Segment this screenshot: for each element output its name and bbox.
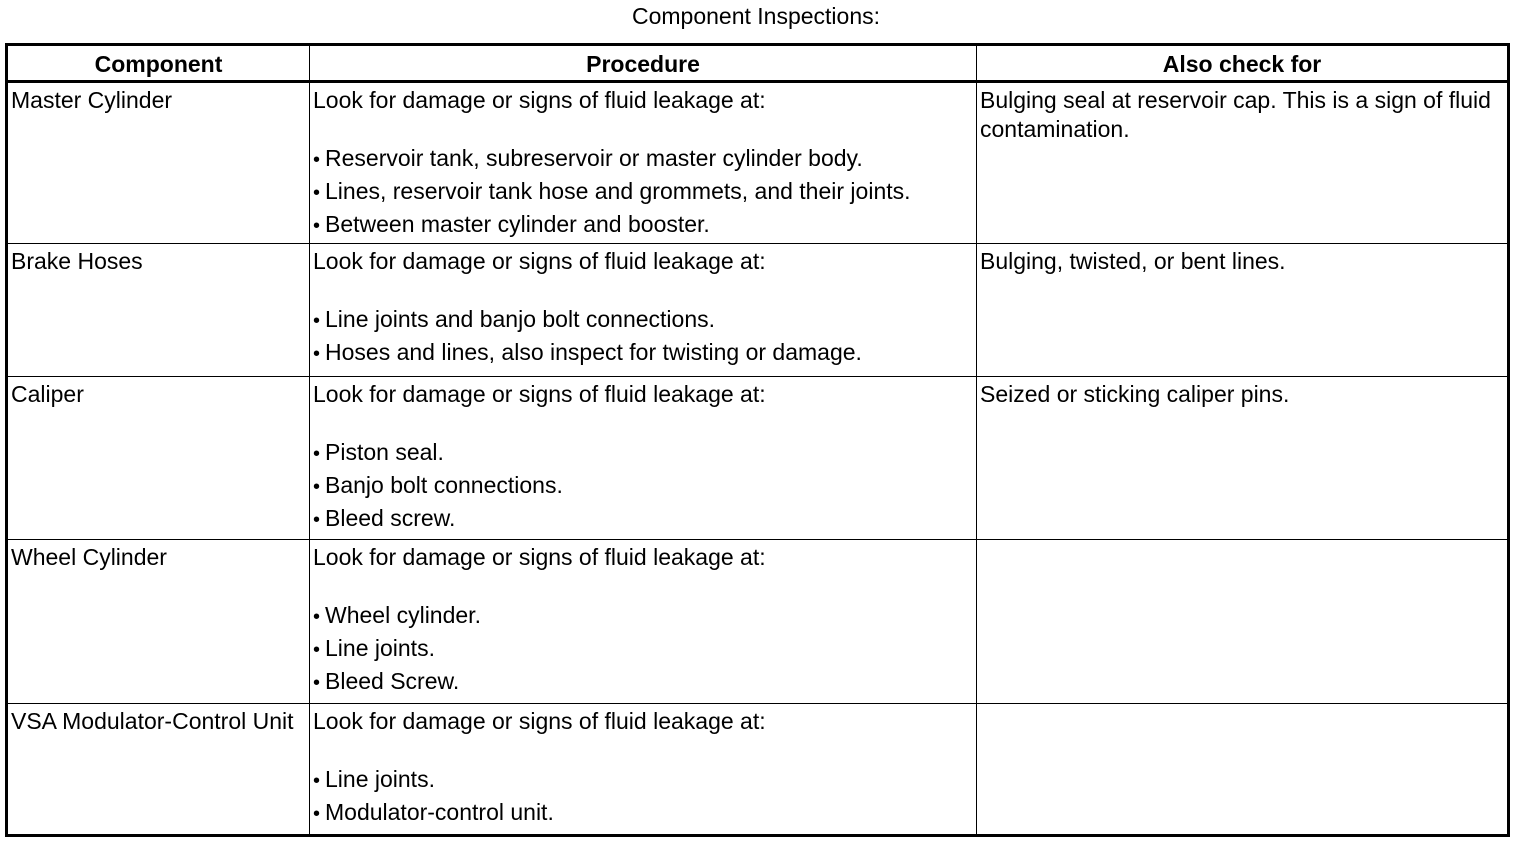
procedure-intro: Look for damage or signs of fluid leakage at: bbox=[313, 544, 766, 570]
bullet-icon: • bbox=[313, 672, 321, 694]
procedure-list bbox=[313, 437, 973, 536]
procedure-item-text: Modulator-control unit. bbox=[325, 799, 554, 825]
list-item bbox=[313, 764, 973, 797]
bullet-icon: • bbox=[313, 182, 321, 204]
list-item bbox=[313, 797, 973, 830]
procedure-item-text: Line joints. bbox=[325, 766, 435, 792]
procedure-intro: Look for damage or signs of fluid leakage at: bbox=[313, 381, 766, 407]
component-cell: Wheel Cylinder bbox=[7, 540, 310, 704]
list-item bbox=[313, 633, 973, 666]
component-cell: Caliper bbox=[7, 377, 310, 540]
list-item bbox=[313, 209, 973, 242]
table-header-row bbox=[7, 45, 1509, 82]
table-row bbox=[7, 377, 1509, 540]
procedure-item-text: Bleed Screw. bbox=[325, 668, 460, 694]
header-also-check-for: Also check for bbox=[977, 45, 1509, 82]
procedure-cell bbox=[310, 82, 977, 244]
procedure-cell bbox=[310, 377, 977, 540]
procedure-cell bbox=[310, 704, 977, 836]
bullet-icon: • bbox=[313, 476, 321, 498]
bullet-icon: • bbox=[313, 343, 321, 365]
procedure-item-text: Bleed screw. bbox=[325, 505, 456, 531]
procedure-item-text: Banjo bolt connections. bbox=[325, 472, 563, 498]
procedure-cell bbox=[310, 244, 977, 377]
procedure-item-text: Reservoir tank, subreservoir or master cylinder body. bbox=[325, 145, 863, 171]
list-item bbox=[313, 503, 973, 536]
also-check-cell bbox=[977, 704, 1509, 836]
bullet-icon: • bbox=[313, 606, 321, 628]
procedure-intro: Look for damage or signs of fluid leakage at: bbox=[313, 87, 766, 113]
bullet-icon: • bbox=[313, 310, 321, 332]
header-component: Component bbox=[7, 45, 310, 82]
list-item bbox=[313, 666, 973, 699]
component-cell: VSA Modulator-Control Unit bbox=[7, 704, 310, 836]
list-item bbox=[313, 143, 973, 176]
bullet-icon: • bbox=[313, 803, 321, 825]
procedure-list bbox=[313, 304, 973, 370]
component-cell: Brake Hoses bbox=[7, 244, 310, 377]
also-check-cell: Seized or sticking caliper pins. bbox=[977, 377, 1509, 540]
list-item bbox=[313, 176, 973, 209]
procedure-list bbox=[313, 764, 973, 830]
procedure-intro: Look for damage or signs of fluid leakage at: bbox=[313, 708, 766, 734]
list-item bbox=[313, 600, 973, 633]
list-item bbox=[313, 437, 973, 470]
table-row bbox=[7, 244, 1509, 377]
procedure-item-text: Line joints and banjo bolt connections. bbox=[325, 306, 716, 332]
also-check-cell: Bulging seal at reservoir cap. This is a sign of fluid contamination. bbox=[977, 82, 1509, 244]
bullet-icon: • bbox=[313, 149, 321, 171]
procedure-item-text: Wheel cylinder. bbox=[325, 602, 481, 628]
header-procedure: Procedure bbox=[310, 45, 977, 82]
table-row bbox=[7, 82, 1509, 244]
procedure-item-text: Lines, reservoir tank hose and grommets, and their joints. bbox=[325, 178, 911, 204]
procedure-intro: Look for damage or signs of fluid leakage at: bbox=[313, 248, 766, 274]
list-item bbox=[313, 337, 973, 370]
bullet-icon: • bbox=[313, 215, 321, 237]
table-row bbox=[7, 704, 1509, 836]
table-row bbox=[7, 540, 1509, 704]
procedure-item-text: Piston seal. bbox=[325, 439, 444, 465]
also-check-cell bbox=[977, 540, 1509, 704]
procedure-list bbox=[313, 143, 973, 242]
component-cell: Master Cylinder bbox=[7, 82, 310, 244]
list-item bbox=[313, 470, 973, 503]
bullet-icon: • bbox=[313, 509, 321, 531]
procedure-item-text: Hoses and lines, also inspect for twisting or damage. bbox=[325, 339, 862, 365]
component-inspections-table bbox=[5, 43, 1510, 837]
procedure-item-text: Line joints. bbox=[325, 635, 435, 661]
list-item bbox=[313, 304, 973, 337]
bullet-icon: • bbox=[313, 770, 321, 792]
bullet-icon: • bbox=[313, 639, 321, 661]
procedure-item-text: Between master cylinder and booster. bbox=[325, 211, 710, 237]
procedure-list bbox=[313, 600, 973, 699]
page-title: Component Inspections: bbox=[631, 3, 881, 29]
bullet-icon: • bbox=[313, 443, 321, 465]
also-check-cell: Bulging, twisted, or bent lines. bbox=[977, 244, 1509, 377]
procedure-cell bbox=[310, 540, 977, 704]
